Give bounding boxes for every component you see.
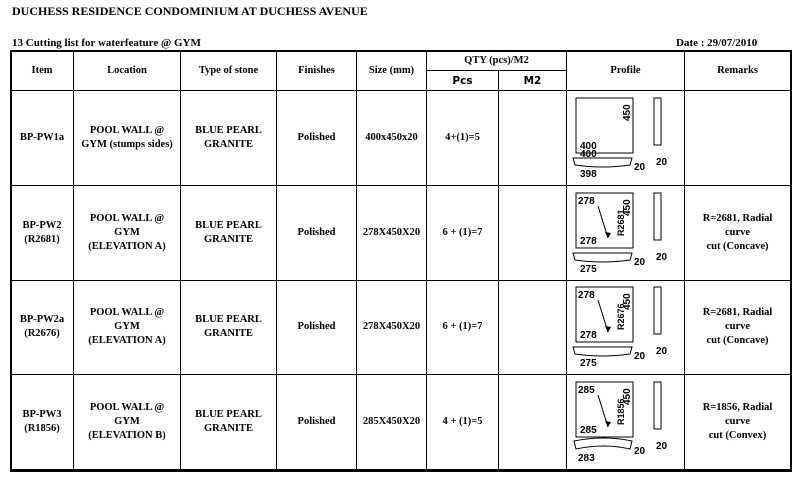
finishes-cell (277, 185, 357, 280)
stone-type-cell-line: GRANITE (203, 423, 253, 435)
cutting-list-table (10, 50, 791, 470)
profile-drawing (568, 377, 684, 467)
profile-side-strip (654, 287, 661, 334)
remarks-cell-line: R=2681, Radial curve (702, 307, 773, 333)
document-subtitle: 13 Cutting list for waterfeature @ GYM (12, 37, 201, 49)
size-cell (357, 280, 427, 375)
col-header-item: Item (11, 51, 74, 91)
profile-top-dim: 278 (577, 290, 595, 302)
profile-inner-dim: 285 (579, 425, 597, 437)
profile-arrow-head (605, 326, 611, 332)
stone-type-cell-line: BLUE PEARL (195, 219, 262, 231)
profile-drawing (568, 188, 684, 278)
remarks-cell (685, 375, 791, 470)
location-cell (74, 280, 181, 375)
size-cell-line: 278X450X20 (362, 226, 421, 238)
col-header-m2: M2 (499, 71, 567, 91)
location-cell-line: (ELEVATION B) (88, 430, 166, 442)
location-cell-line: GYM (114, 321, 140, 333)
item-cell (11, 91, 74, 186)
profile-side-dim: 450 (621, 104, 633, 122)
col-header-location: Location (74, 51, 181, 91)
profile-inner-dim: 278 (579, 330, 597, 342)
size-cell (357, 185, 427, 280)
location-cell-line: POOL WALL @ (89, 402, 165, 414)
profile-side-dim: 450 (621, 199, 633, 216)
finishes-cell (277, 91, 357, 186)
location-cell-line: POOL WALL @ (89, 125, 165, 137)
profile-drawing (568, 282, 684, 372)
location-cell-line: GYM (114, 416, 140, 428)
col-header-remarks: Remarks (685, 51, 791, 91)
profile-drawing (568, 93, 684, 183)
profile-top-dim: 285 (577, 385, 595, 397)
m2-cell (499, 185, 567, 280)
finishes-cell (277, 280, 357, 375)
profile-side-strip (654, 193, 661, 240)
remarks-cell (685, 280, 791, 375)
item-cell (11, 185, 74, 280)
stone-type-cell-line: GRANITE (203, 233, 253, 245)
location-cell-line: (ELEVATION A) (88, 335, 166, 347)
profile-radius-label: R1856 (615, 398, 626, 426)
profile-bottom-strip (573, 253, 632, 262)
finishes-cell-line: Polished (297, 416, 336, 428)
remarks-cell-line: R=2681, Radial curve (702, 212, 773, 238)
remarks-cell (685, 185, 791, 280)
col-header-finishes: Finishes (277, 51, 357, 91)
stone-type-cell-line: GRANITE (203, 139, 253, 151)
col-header-size: Size (mm) (357, 51, 427, 91)
profile-thickness-b: 20 (655, 346, 667, 358)
remarks-cell-line: cut (Concave) (706, 335, 769, 347)
pcs-cell-line: 6 + (1)=7 (442, 321, 483, 333)
profile-thickness-a: 20 (633, 162, 645, 174)
stone-type-cell-line: BLUE PEARL (195, 125, 262, 137)
profile-arrow-head (605, 421, 611, 427)
finishes-cell-line: Polished (297, 321, 336, 333)
location-cell-line: GYM (114, 226, 140, 238)
table-row (11, 91, 791, 186)
profile-side-dim: 450 (621, 293, 633, 311)
location-cell-line: (ELEVATION A) (88, 240, 166, 252)
profile-radius-label: R2676 (615, 303, 626, 331)
document-date: Date : 29/07/2010 (676, 37, 758, 49)
profile-thickness-a: 20 (633, 256, 645, 268)
profile-cell (567, 280, 685, 375)
finishes-cell (277, 375, 357, 470)
size-cell (357, 375, 427, 470)
remarks-cell-line: cut (Convex) (708, 430, 767, 442)
profile-cell (567, 91, 685, 186)
pcs-cell (427, 280, 499, 375)
profile-bottom-dim: 275 (579, 358, 597, 370)
table-row (11, 375, 791, 470)
stone-type-cell-line: BLUE PEARL (195, 314, 262, 326)
col-header-pcs: Pcs (427, 71, 499, 91)
profile-thickness-b: 20 (655, 441, 667, 453)
stone-type-cell (181, 280, 277, 375)
pcs-cell (427, 185, 499, 280)
pcs-cell (427, 375, 499, 470)
location-cell (74, 91, 181, 186)
m2-cell (499, 91, 567, 186)
item-cell-line: (R2676) (24, 328, 60, 340)
item-cell-line: BP-PW1a (19, 132, 65, 144)
profile-thickness-b: 20 (655, 157, 667, 169)
profile-inner-dim: 278 (579, 235, 597, 247)
remarks-cell (685, 91, 791, 186)
profile-bottom-strip (574, 438, 632, 449)
profile-bottom-dim: 275 (579, 263, 597, 275)
document-title: DUCHESS RESIDENCE CONDOMINIUM AT DUCHESS AVENUE (12, 4, 368, 18)
profile-cell (567, 375, 685, 470)
profile-arrow-head (605, 232, 611, 238)
profile-inner-dim: 400 (579, 141, 597, 153)
col-header-qty: QTY (pcs)/M2 (427, 51, 567, 71)
stone-type-cell (181, 375, 277, 470)
location-cell (74, 375, 181, 470)
stone-type-cell (181, 91, 277, 186)
item-cell-line: (R1856) (24, 423, 60, 435)
location-cell-line: POOL WALL @ (89, 212, 165, 224)
profile-radius-label: R2681 (615, 209, 626, 236)
pcs-cell (427, 91, 499, 186)
finishes-cell-line: Polished (297, 226, 336, 238)
item-cell-line: (R2681) (24, 233, 60, 245)
location-cell-line: POOL WALL @ (89, 307, 165, 319)
profile-bottom-dim: 283 (577, 453, 595, 465)
stone-type-cell-line: BLUE PEARL (195, 409, 262, 421)
profile-bottom-dim: 398 (579, 169, 597, 181)
col-header-profile: Profile (567, 51, 685, 91)
item-cell-line: BP-PW2a (19, 314, 65, 326)
size-cell-line: 278X450X20 (362, 321, 421, 333)
profile-top-dim: 278 (577, 195, 595, 207)
pcs-cell-line: 6 + (1)=7 (442, 226, 483, 238)
finishes-cell-line: Polished (297, 132, 336, 144)
profile-side-strip (654, 98, 661, 145)
location-cell (74, 185, 181, 280)
table-row (11, 185, 791, 280)
item-cell (11, 280, 74, 375)
profile-thickness-b: 20 (655, 251, 667, 263)
profile-bottom-top-dim: 400 (579, 149, 597, 161)
remarks-cell-line: R=1856, Radial curve (702, 402, 773, 428)
stone-type-cell-line: GRANITE (203, 328, 253, 340)
profile-cell (567, 185, 685, 280)
size-cell-line: 400x450x20 (365, 132, 418, 144)
item-cell-line: BP-PW3 (22, 409, 62, 421)
size-cell-line: 285X450X20 (362, 416, 421, 428)
m2-cell (499, 280, 567, 375)
pcs-cell-line: 4+(1)=5 (445, 132, 480, 144)
profile-bottom-strip (573, 347, 632, 356)
profile-side-strip (654, 382, 661, 429)
table-row (11, 280, 791, 375)
location-cell-line: GYM (stumps sides) (81, 139, 173, 151)
item-cell (11, 375, 74, 470)
profile-thickness-a: 20 (633, 446, 645, 458)
profile-side-dim: 450 (621, 388, 633, 406)
profile-thickness-a: 20 (633, 351, 645, 363)
remarks-cell-line: cut (Concave) (706, 240, 769, 252)
m2-cell (499, 375, 567, 470)
stone-type-cell (181, 185, 277, 280)
item-cell-line: BP-PW2 (22, 219, 62, 231)
pcs-cell-line: 4 + (1)=5 (442, 416, 483, 428)
size-cell (357, 91, 427, 186)
col-header-type: Type of stone (181, 51, 277, 91)
